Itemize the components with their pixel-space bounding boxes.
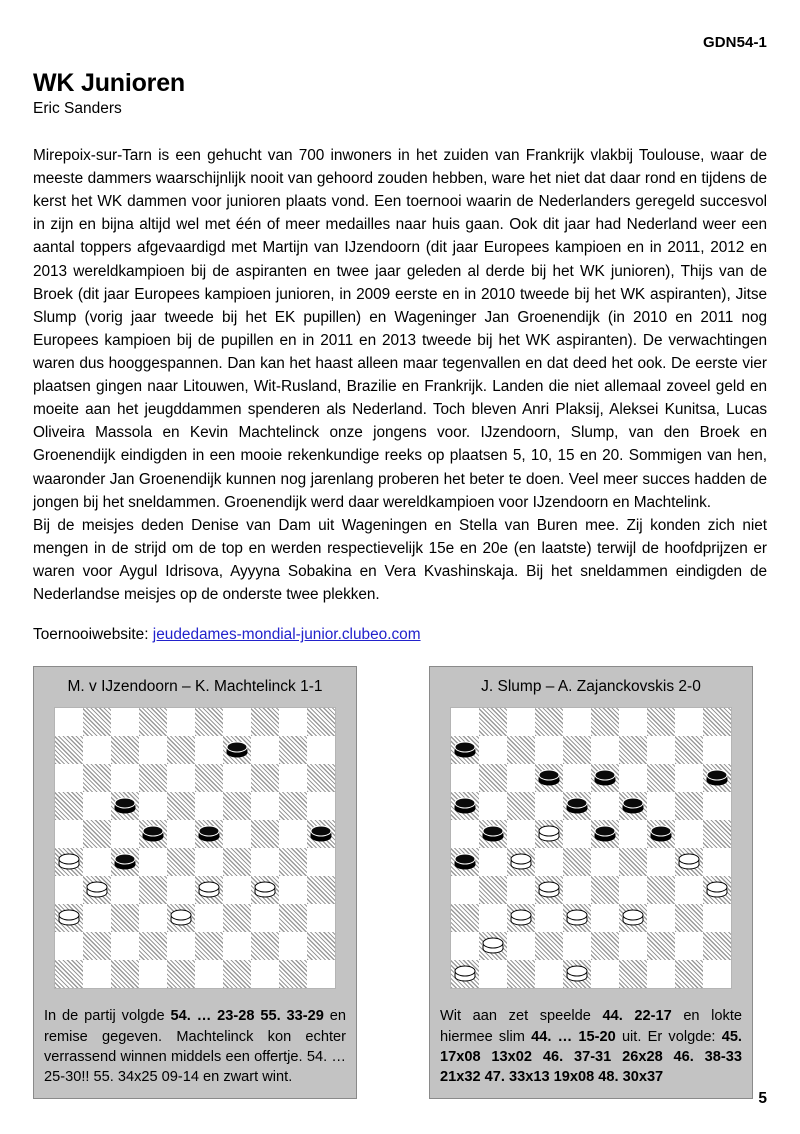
board-square[interactable] [195, 736, 223, 764]
board-square[interactable] [111, 904, 139, 932]
piece-top [87, 882, 108, 893]
board-square[interactable] [55, 932, 83, 960]
board-square[interactable] [535, 904, 563, 932]
board-square[interactable] [647, 932, 675, 960]
board-square[interactable] [167, 932, 195, 960]
board-square[interactable] [251, 876, 279, 904]
black-piece[interactable] [115, 854, 136, 871]
board-square[interactable] [111, 876, 139, 904]
board-square[interactable] [83, 820, 111, 848]
board-square[interactable] [619, 848, 647, 876]
board-square[interactable] [167, 792, 195, 820]
board-square[interactable] [307, 904, 335, 932]
board-square[interactable] [83, 848, 111, 876]
board-square[interactable] [703, 932, 731, 960]
board-square[interactable] [451, 736, 479, 764]
board-square[interactable] [195, 960, 223, 988]
board-square[interactable] [167, 764, 195, 792]
board-square[interactable] [279, 904, 307, 932]
board-square[interactable] [167, 960, 195, 988]
board-square[interactable] [307, 876, 335, 904]
board-square[interactable] [703, 820, 731, 848]
board-square[interactable] [139, 820, 167, 848]
board-square[interactable] [507, 932, 535, 960]
piece-top [59, 910, 80, 921]
body-paragraph: Bij de meisjes deden Denise van Dam uit Wageningen en Stella van Buren mee. Zij konden zich niet mengen in de strijd om de top en werden respectievelijk 15e en 20e (en laatste) terwijl de hoofdprijzen er waren voor Aygul Idrisova, Ayyyna Sobakina en Vera Kvashinskaja. Bij het sneldammen eindigden de Nederlandse meisjes op de onderste twee plekken. [33, 516, 767, 604]
white-piece[interactable] [539, 826, 560, 843]
board-square[interactable] [647, 876, 675, 904]
caption-move-text: 45. 17x08 13x02 46. 37-31 26x28 46. 38-33 21x32 47. 33x13 19x08 48. 30x37 [440, 1028, 742, 1086]
board-square[interactable] [195, 764, 223, 792]
piece-top [115, 854, 136, 865]
board-square[interactable] [279, 876, 307, 904]
caption-text: en remise gegeven. Machtelinck kon echter verrassend winnen middels een offertje. 54. … 25-30!! 55. 34x25 09-14 en zwart wint. [44, 1008, 346, 1086]
board-square[interactable] [279, 764, 307, 792]
board-square[interactable] [139, 904, 167, 932]
board-square[interactable] [167, 848, 195, 876]
board-square[interactable] [703, 848, 731, 876]
piece-top [595, 770, 616, 781]
board-square[interactable] [83, 736, 111, 764]
board-square[interactable] [167, 820, 195, 848]
black-piece[interactable] [311, 826, 332, 843]
piece-top [115, 798, 136, 809]
board-square[interactable] [139, 876, 167, 904]
board-square[interactable] [55, 904, 83, 932]
board-square[interactable] [703, 736, 731, 764]
white-piece[interactable] [255, 882, 276, 899]
white-piece[interactable] [623, 910, 644, 927]
board-square[interactable] [675, 736, 703, 764]
board-square[interactable] [619, 960, 647, 988]
board-square[interactable] [647, 960, 675, 988]
board-square[interactable] [279, 820, 307, 848]
board-square[interactable] [703, 708, 731, 736]
board-square[interactable] [195, 876, 223, 904]
board-square[interactable] [563, 960, 591, 988]
board-square[interactable] [223, 792, 251, 820]
piece-top [199, 826, 220, 837]
board-square[interactable] [167, 736, 195, 764]
board-square[interactable] [591, 876, 619, 904]
board-square[interactable] [703, 960, 731, 988]
board-square[interactable] [563, 792, 591, 820]
piece-top [623, 798, 644, 809]
board-square[interactable] [675, 792, 703, 820]
board-square[interactable] [647, 820, 675, 848]
draughts-board-1[interactable] [54, 707, 336, 989]
board-square[interactable] [139, 932, 167, 960]
board-square[interactable] [591, 736, 619, 764]
board-square[interactable] [223, 820, 251, 848]
board-square[interactable] [563, 820, 591, 848]
piece-top [199, 882, 220, 893]
piece-top [255, 882, 276, 893]
board-square[interactable] [563, 764, 591, 792]
board-square[interactable] [251, 820, 279, 848]
board-square[interactable] [167, 876, 195, 904]
piece-top [171, 910, 192, 921]
board-square[interactable] [139, 736, 167, 764]
board-square[interactable] [619, 820, 647, 848]
board-square[interactable] [675, 876, 703, 904]
board-square[interactable] [167, 904, 195, 932]
caption-move-text: 44. 22-17 [602, 1008, 672, 1025]
board-square[interactable] [195, 904, 223, 932]
board-square[interactable] [111, 820, 139, 848]
board-square[interactable] [591, 932, 619, 960]
board-square[interactable] [195, 820, 223, 848]
piece-top [143, 826, 164, 837]
tournament-website-line [33, 626, 767, 644]
board-square[interactable] [647, 764, 675, 792]
board-square[interactable] [647, 848, 675, 876]
board-square[interactable] [139, 764, 167, 792]
piece-top [679, 854, 700, 865]
board-square[interactable] [55, 876, 83, 904]
board-square[interactable] [619, 764, 647, 792]
board-square[interactable] [479, 904, 507, 932]
board-square[interactable] [251, 736, 279, 764]
black-piece[interactable] [539, 770, 560, 787]
board-square[interactable] [451, 764, 479, 792]
board-square[interactable] [591, 764, 619, 792]
board-square[interactable] [83, 904, 111, 932]
board-square[interactable] [139, 708, 167, 736]
board-square[interactable] [507, 960, 535, 988]
black-piece[interactable] [115, 798, 136, 815]
board-square[interactable] [451, 932, 479, 960]
board-square[interactable] [675, 848, 703, 876]
board-square[interactable] [535, 736, 563, 764]
board-square[interactable] [647, 708, 675, 736]
piece-top [511, 910, 532, 921]
board-square[interactable] [451, 848, 479, 876]
board-square[interactable] [83, 792, 111, 820]
board-square[interactable] [223, 876, 251, 904]
board-square[interactable] [507, 764, 535, 792]
board-square[interactable] [563, 904, 591, 932]
board-square[interactable] [479, 792, 507, 820]
board-square[interactable] [55, 764, 83, 792]
board-square[interactable] [507, 848, 535, 876]
diagram-panel-2 [429, 666, 753, 1099]
board-square[interactable] [479, 960, 507, 988]
diagram-panel-1 [33, 666, 357, 1099]
board-square[interactable] [251, 792, 279, 820]
page-number: 5 [758, 1090, 767, 1107]
board-square[interactable] [619, 708, 647, 736]
caption-text: In de partij volgde [44, 1008, 171, 1025]
white-piece[interactable] [455, 966, 476, 983]
piece-top [455, 798, 476, 809]
black-piece[interactable] [595, 770, 616, 787]
board-square[interactable] [647, 792, 675, 820]
board-square[interactable] [111, 960, 139, 988]
board-square[interactable] [55, 960, 83, 988]
board-square[interactable] [563, 876, 591, 904]
board-square[interactable] [619, 876, 647, 904]
board-square[interactable] [83, 708, 111, 736]
board-square[interactable] [563, 736, 591, 764]
board-square[interactable] [251, 764, 279, 792]
board-square[interactable] [111, 932, 139, 960]
board-square[interactable] [111, 792, 139, 820]
board-square[interactable] [591, 848, 619, 876]
draughts-board-2[interactable] [450, 707, 732, 989]
board-square[interactable] [451, 960, 479, 988]
board-square[interactable] [563, 932, 591, 960]
diagram-row [33, 666, 767, 1099]
caption-text: Wit aan zet speelde [440, 1008, 603, 1025]
board-square[interactable] [479, 764, 507, 792]
board-square[interactable] [279, 848, 307, 876]
caption-move-text: 54. … 23-28 55. 33-29 [170, 1008, 324, 1025]
white-piece[interactable] [171, 910, 192, 927]
board-square[interactable] [619, 736, 647, 764]
black-piece[interactable] [143, 826, 164, 843]
board-square[interactable] [507, 904, 535, 932]
board-square[interactable] [507, 792, 535, 820]
board-square[interactable] [307, 764, 335, 792]
piece-top [539, 770, 560, 781]
piece-top [567, 966, 588, 977]
board-square[interactable] [563, 708, 591, 736]
board-square[interactable] [675, 932, 703, 960]
piece-top [539, 882, 560, 893]
board-square[interactable] [703, 764, 731, 792]
black-piece[interactable] [595, 826, 616, 843]
white-piece[interactable] [679, 854, 700, 871]
board-square[interactable] [451, 820, 479, 848]
board-square[interactable] [55, 820, 83, 848]
board-square[interactable] [479, 736, 507, 764]
board-square[interactable] [195, 932, 223, 960]
board-square[interactable] [563, 848, 591, 876]
white-piece[interactable] [511, 910, 532, 927]
black-piece[interactable] [567, 798, 588, 815]
board-wrapper-1 [34, 707, 356, 997]
board-square[interactable] [223, 736, 251, 764]
board-square[interactable] [507, 736, 535, 764]
board-square[interactable] [307, 736, 335, 764]
board-square[interactable] [279, 960, 307, 988]
piece-top [539, 826, 560, 837]
board-square[interactable] [139, 960, 167, 988]
piece-top [595, 826, 616, 837]
white-piece[interactable] [483, 938, 504, 955]
white-piece[interactable] [59, 854, 80, 871]
board-square[interactable] [535, 708, 563, 736]
board-square[interactable] [111, 764, 139, 792]
piece-top [455, 742, 476, 753]
board-square[interactable] [591, 904, 619, 932]
piece-top [483, 938, 504, 949]
board-square[interactable] [223, 708, 251, 736]
document-code: GDN54-1 [702, 34, 767, 51]
article-author: Eric Sanders [33, 100, 122, 117]
board-square[interactable] [139, 848, 167, 876]
board-square[interactable] [55, 792, 83, 820]
website-label: Toernooiwebsite: [33, 626, 149, 644]
board-square[interactable] [195, 848, 223, 876]
piece-top [567, 910, 588, 921]
caption-move-text: 44. … 15-20 [531, 1028, 616, 1045]
board-square[interactable] [619, 904, 647, 932]
board-square[interactable] [507, 876, 535, 904]
board-square[interactable] [55, 848, 83, 876]
board-square[interactable] [111, 736, 139, 764]
board-square[interactable] [703, 904, 731, 932]
board-square[interactable] [307, 848, 335, 876]
board-square[interactable] [479, 876, 507, 904]
board-square[interactable] [619, 932, 647, 960]
piece-top [567, 798, 588, 809]
black-piece[interactable] [651, 826, 672, 843]
black-piece[interactable] [455, 742, 476, 759]
board-square[interactable] [507, 820, 535, 848]
board-square[interactable] [195, 708, 223, 736]
board-square[interactable] [279, 708, 307, 736]
board-square[interactable] [479, 848, 507, 876]
board-square[interactable] [535, 876, 563, 904]
board-square[interactable] [507, 708, 535, 736]
board-square[interactable] [535, 820, 563, 848]
board-square[interactable] [251, 708, 279, 736]
body-paragraph: Mirepoix-sur-Tarn is een gehucht van 700 inwoners in het zuiden van Frankrijk vlakbij Toulouse, waar de meeste dammers waarschijnlijk nooit van gehoord zouden hebben, ware het niet dat daar rond en tijdens de kerst het WK dammen voor junioren plaats vond. Een toernooi waarin de Nederlanders geregeld succesvol in zijn en bijna altijd wel met één of meer medailles naar huis gaan. Ook dit jaar had Nederland weer een aantal toppers afgevaardigd met Martijn van IJzendoorn (dit jaar Europees kampioen en in 2011, 2012 en 2013 wereldkampioen bij de aspiranten en twee jaar geleden al derde bij het WK junioren), Thijs van de Broek (dit jaar Europees kampioen junioren, in 2009 eerste en in 2010 tweede bij het WK aspiranten), Jitse Slump (vorig jaar tweede bij het EK pupillen) en Wageninger Jan Groenendijk (in 2010 en 2011 nog Europees kampioen bij de pupillen en in 2011 en 2013 tweede bij het WK aspiranten). De verwachtingen waren dus hooggespannen. Dan kan het haast alleen maar tegenvallen en dat deed het ook. De eerste vier plaatsen gingen naar Litouwen, Wit-Rusland, Brazilie en Frankrijk. Landen die niet allemaal zoveel geld en moeite aan het jeugddammen spenderen als Nederland. Toch bleven Anri Plaksij, Aleksei Kunitsa, Lucas Oliveira Massola en Kevin Machtelinck onze jongens voor. IJzendoorn, Slump, van den Broek en Groenendijk eindigden in een mooie rekenkundige reeks op plaatsen 5, 10, 15 en 20. Sommigen van hen, waaronder Jan Groenendijk kunnen nog jarenlang proberen het beter te doen. Veel meer succes hadden de jongen bij het sneldammen. Groenendijk werd daar wereldkampioen voor IJzendoorn en Machtelink. [33, 147, 767, 511]
piece-top [707, 770, 728, 781]
diagram-title-1: M. v IJzendoorn – K. Machtelinck 1-1 [67, 678, 323, 696]
black-piece[interactable] [483, 826, 504, 843]
board-square[interactable] [251, 904, 279, 932]
board-square[interactable] [451, 708, 479, 736]
board-square[interactable] [675, 960, 703, 988]
tournament-website-link[interactable]: jeudedames-mondial-junior.clubeo.com [152, 626, 421, 644]
diagram-caption-2 [430, 997, 752, 1098]
piece-top [311, 826, 332, 837]
board-square[interactable] [223, 848, 251, 876]
board-square[interactable] [619, 792, 647, 820]
board-square[interactable] [479, 932, 507, 960]
diagram-caption-1 [34, 997, 356, 1098]
board-square[interactable] [279, 792, 307, 820]
white-piece[interactable] [539, 882, 560, 899]
caption-text: en lokte hiermee slim [440, 1008, 742, 1045]
board-square[interactable] [223, 932, 251, 960]
white-piece[interactable] [87, 882, 108, 899]
board-square[interactable] [307, 708, 335, 736]
board-square[interactable] [647, 736, 675, 764]
board-square[interactable] [451, 904, 479, 932]
black-piece[interactable] [707, 770, 728, 787]
piece-top [455, 854, 476, 865]
board-square[interactable] [307, 932, 335, 960]
piece-top [227, 742, 248, 753]
piece-top [707, 882, 728, 893]
white-piece[interactable] [567, 966, 588, 983]
board-square[interactable] [251, 932, 279, 960]
board-square[interactable] [451, 876, 479, 904]
white-piece[interactable] [199, 882, 220, 899]
piece-top [651, 826, 672, 837]
board-square[interactable] [703, 876, 731, 904]
board-wrapper-2 [430, 707, 752, 997]
board-square[interactable] [535, 792, 563, 820]
board-square[interactable] [83, 960, 111, 988]
board-square[interactable] [83, 764, 111, 792]
board-square[interactable] [703, 792, 731, 820]
board-square[interactable] [535, 960, 563, 988]
board-square[interactable] [139, 792, 167, 820]
board-square[interactable] [647, 904, 675, 932]
piece-top [511, 854, 532, 865]
caption-text: uit. Er volgde: [615, 1028, 722, 1045]
white-piece[interactable] [59, 910, 80, 927]
board-square[interactable] [251, 848, 279, 876]
board-square[interactable] [675, 764, 703, 792]
white-piece[interactable] [511, 854, 532, 871]
board-square[interactable] [223, 960, 251, 988]
piece-top [455, 966, 476, 977]
black-piece[interactable] [199, 826, 220, 843]
diagram-title-2: J. Slump – A. Zajanckovskis 2-0 [481, 678, 701, 696]
board-square[interactable] [675, 820, 703, 848]
board-square[interactable] [55, 736, 83, 764]
board-square[interactable] [83, 876, 111, 904]
piece-top [483, 826, 504, 837]
board-square[interactable] [83, 932, 111, 960]
board-square[interactable] [307, 792, 335, 820]
board-square[interactable] [591, 792, 619, 820]
black-piece[interactable] [623, 798, 644, 815]
board-square[interactable] [675, 708, 703, 736]
board-square[interactable] [223, 904, 251, 932]
board-square[interactable] [251, 960, 279, 988]
board-square[interactable] [591, 960, 619, 988]
board-square[interactable] [111, 708, 139, 736]
board-square[interactable] [223, 764, 251, 792]
piece-top [623, 910, 644, 921]
board-square[interactable] [279, 932, 307, 960]
board-square[interactable] [535, 848, 563, 876]
board-square[interactable] [675, 904, 703, 932]
white-piece[interactable] [707, 882, 728, 899]
page-title: WK Junioren [33, 69, 185, 97]
white-piece[interactable] [567, 910, 588, 927]
board-square[interactable] [111, 848, 139, 876]
black-piece[interactable] [227, 742, 248, 759]
board-square[interactable] [535, 764, 563, 792]
board-square[interactable] [591, 708, 619, 736]
board-square[interactable] [479, 708, 507, 736]
board-square[interactable] [167, 708, 195, 736]
board-square[interactable] [55, 708, 83, 736]
board-square[interactable] [535, 932, 563, 960]
board-square[interactable] [307, 960, 335, 988]
piece-top [59, 854, 80, 865]
board-square[interactable] [195, 792, 223, 820]
black-piece[interactable] [455, 854, 476, 871]
board-square[interactable] [307, 820, 335, 848]
board-square[interactable] [479, 820, 507, 848]
board-square[interactable] [279, 736, 307, 764]
board-square[interactable] [451, 792, 479, 820]
black-piece[interactable] [455, 798, 476, 815]
board-square[interactable] [591, 820, 619, 848]
